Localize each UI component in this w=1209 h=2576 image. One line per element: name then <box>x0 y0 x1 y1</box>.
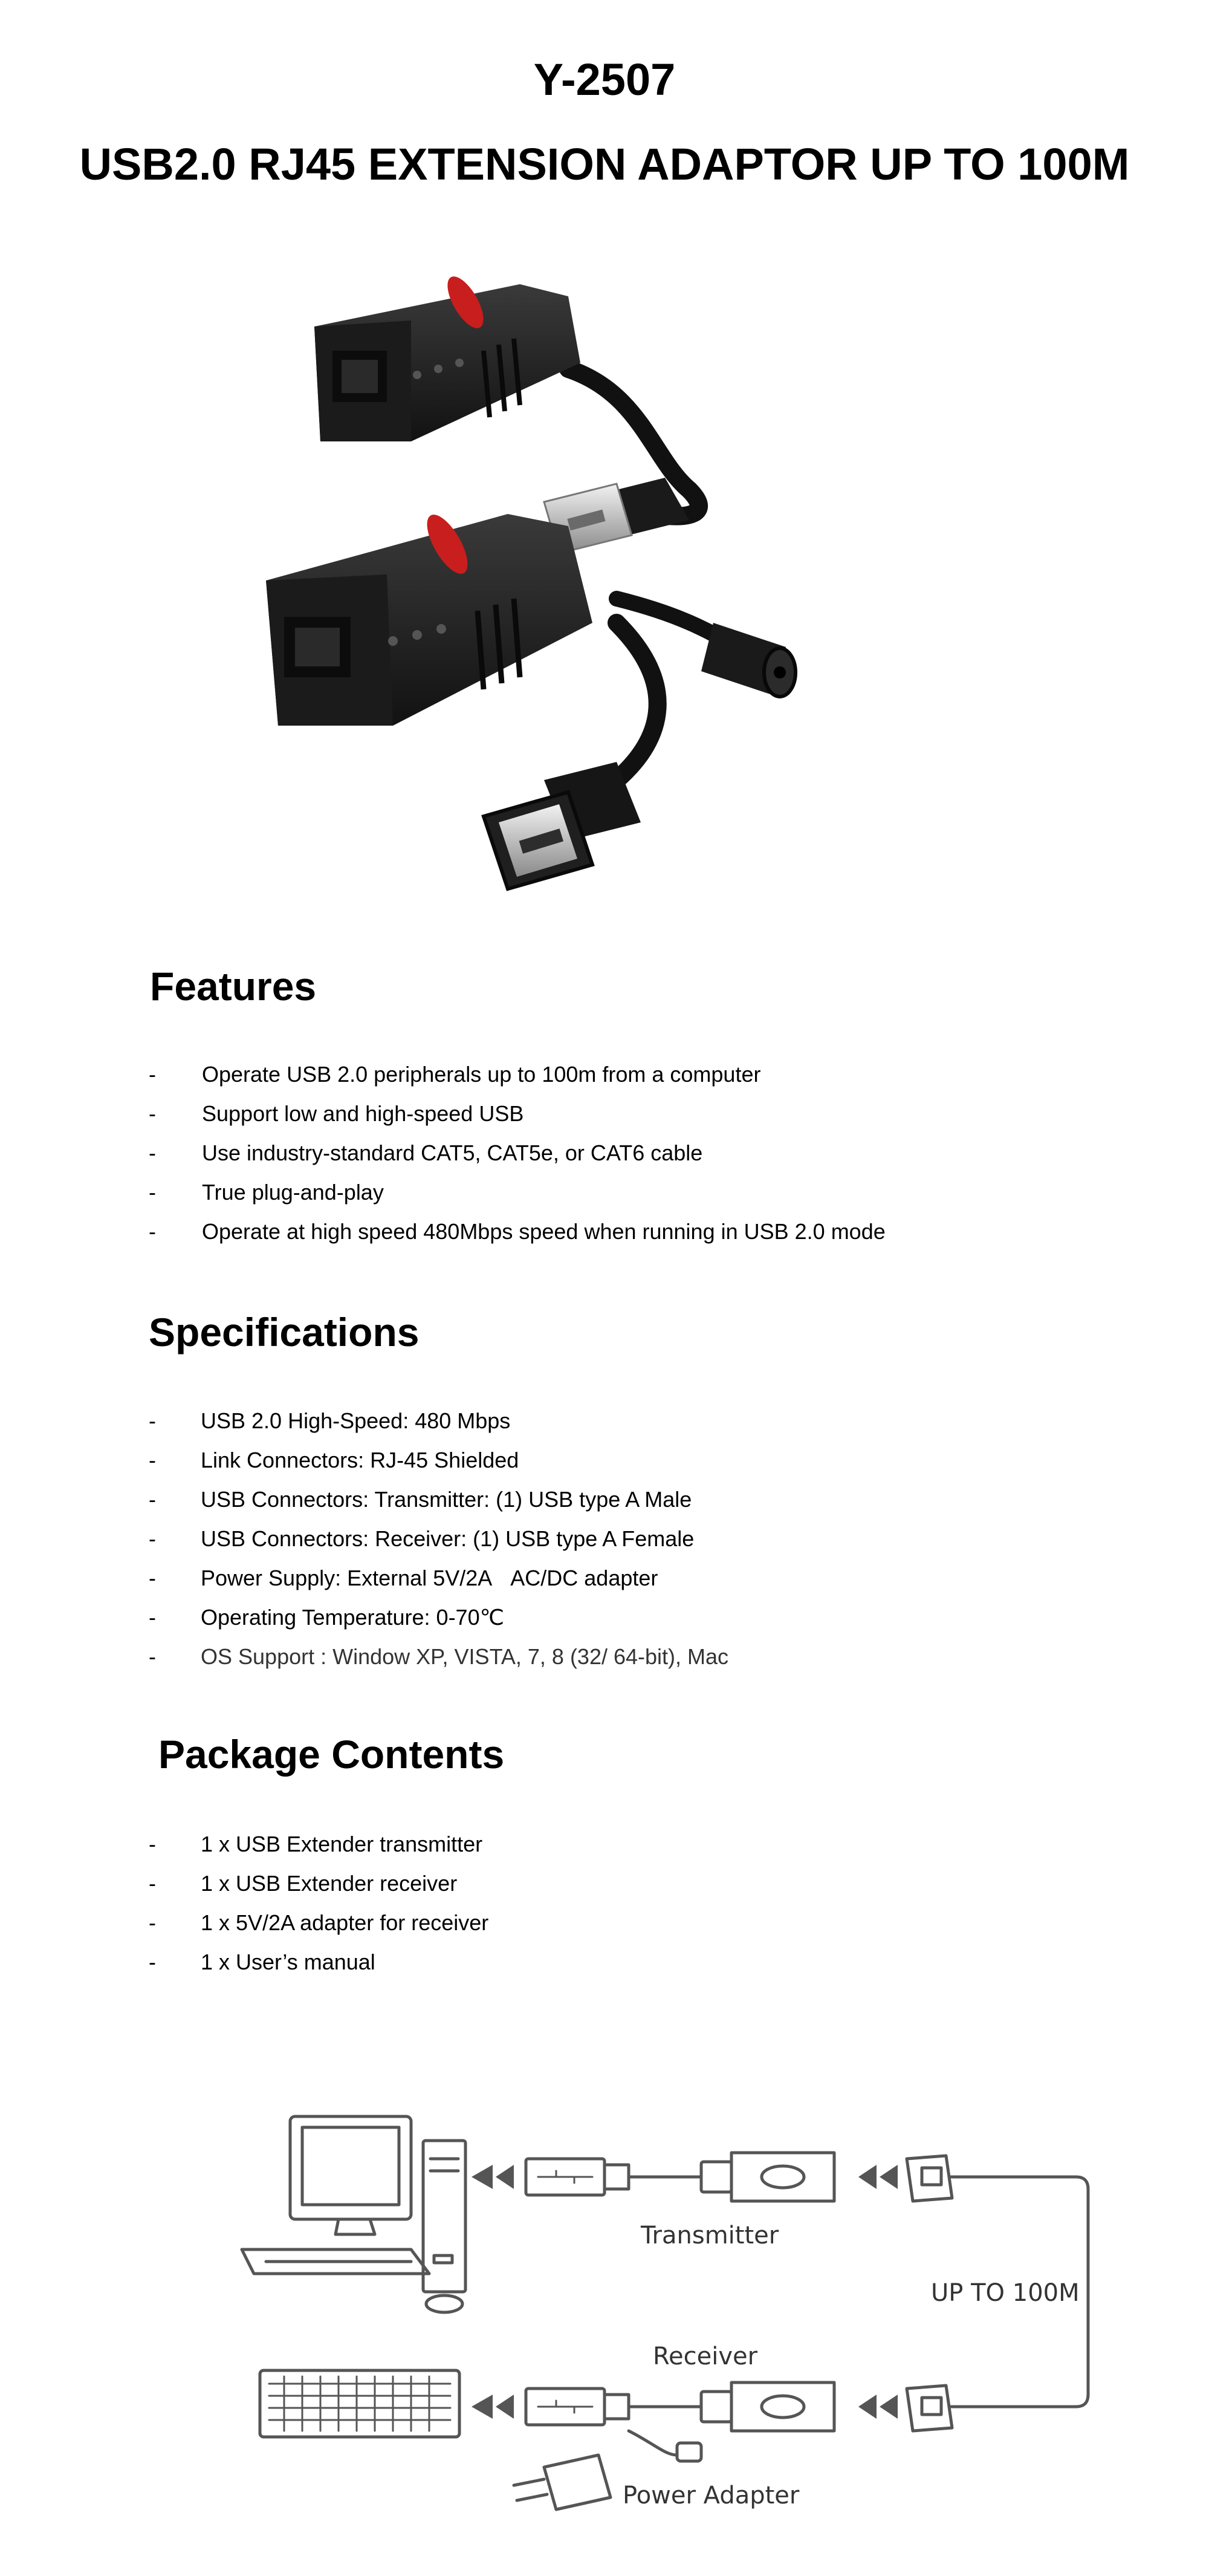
product-title: USB2.0 RJ45 EXTENSION ADAPTOR UP TO 100M <box>79 139 1130 189</box>
list-item: - 1 x User’s manual <box>149 1950 375 1974</box>
receiver-label: Receiver <box>653 2343 758 2370</box>
list-item: - 1 x 5V/2A adapter for receiver <box>149 1910 489 1935</box>
product-photo <box>230 260 1003 913</box>
power-adapter-label: Power Adapter <box>623 2482 800 2509</box>
rj45-icon <box>907 2386 979 2431</box>
specifications-list <box>149 1409 1055 1684</box>
computer-icon <box>242 2116 465 2312</box>
list-item: - Operate at high speed 480Mbps speed when running in USB 2.0 mode <box>149 1219 886 1244</box>
list-item: - USB Connectors: Transmitter: (1) USB type A Male <box>149 1487 692 1512</box>
list-item: - Operating Temperature: 0-70℃ <box>149 1605 505 1630</box>
rj45-icon <box>907 2156 979 2201</box>
features-heading: Features <box>150 964 317 1009</box>
transmitter-label: Transmitter <box>641 2222 779 2249</box>
list-item: - Support low and high-speed USB <box>149 1101 524 1126</box>
list-item: - Link Connectors: RJ-45 Shielded <box>149 1448 519 1472</box>
list-item: - True plug-and-play <box>149 1180 384 1205</box>
list-item: - Power Supply: External 5V/2A AC/DC adapter <box>149 1566 658 1590</box>
connection-diagram <box>230 2104 1100 2522</box>
usb-male-icon <box>526 2389 701 2425</box>
list-item: - Use industry-standard CAT5, CAT5e, or CAT6 cable <box>149 1140 703 1165</box>
model-number: Y-2507 <box>533 54 676 105</box>
receiver-unit <box>266 509 796 889</box>
specifications-heading: Specifications <box>149 1310 420 1355</box>
usb-male-icon <box>526 2159 701 2195</box>
arrows <box>472 2165 898 2419</box>
transmitter-unit <box>314 271 699 553</box>
keyboard-icon <box>260 2370 459 2437</box>
transmitter-icon <box>701 2153 834 2201</box>
list-item: - USB Connectors: Receiver: (1) USB type A Female <box>149 1526 695 1551</box>
list-item: - 1 x USB Extender transmitter <box>149 1832 483 1856</box>
list-item: - 1 x USB Extender receiver <box>149 1871 458 1896</box>
list-item: - Operate USB 2.0 peripherals up to 100m from a computer <box>149 1062 761 1087</box>
distance-label: UP TO 100M <box>931 2279 1080 2307</box>
package-contents-list <box>149 1832 1055 1989</box>
list-item: - OS Support : Window XP, VISTA, 7, 8 (32/ 64-bit), Mac <box>149 1644 729 1669</box>
package-contents-heading: Package Contents <box>158 1732 505 1777</box>
features-list <box>149 1062 1055 1259</box>
receiver-icon <box>701 2382 834 2431</box>
list-item: - USB 2.0 High-Speed: 480 Mbps <box>149 1408 511 1433</box>
